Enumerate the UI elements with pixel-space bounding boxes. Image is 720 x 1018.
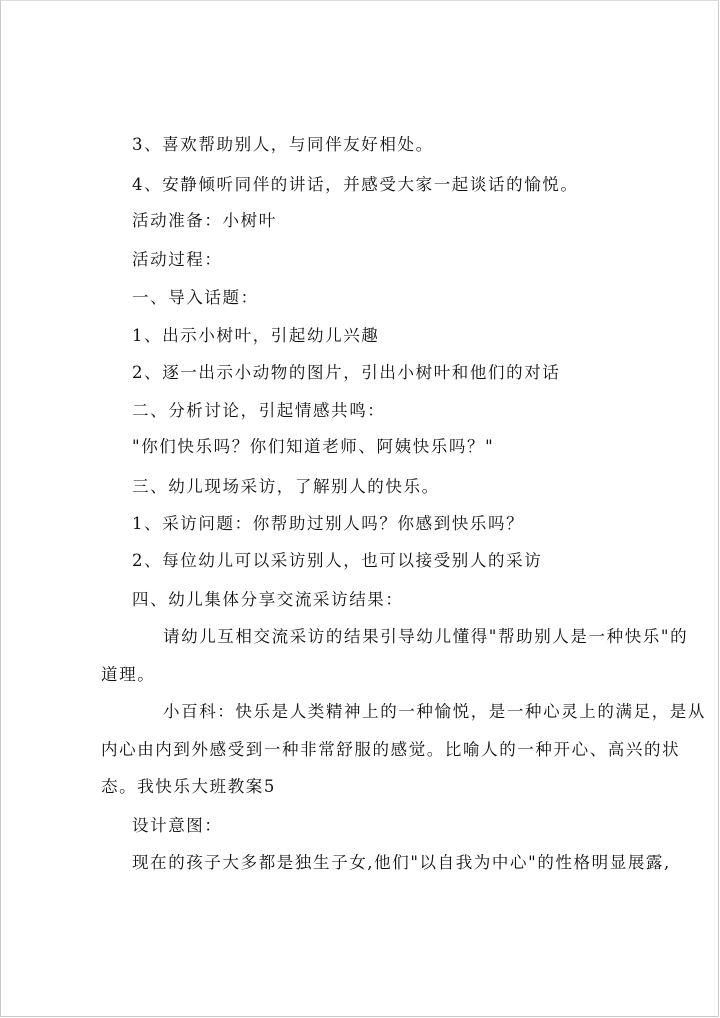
text-line: 设计意图：	[132, 816, 223, 835]
paragraph-line: 道理。	[101, 665, 156, 684]
section-heading: 一、导入话题：	[132, 288, 259, 307]
text-line: "你们快乐吗？你们知道老师、阿姨快乐吗？"	[132, 437, 495, 456]
text-line: 2、逐一出示小动物的图片，引出小树叶和他们的对话	[132, 363, 561, 382]
text-line: 2、每位幼儿可以采访别人，也可以接受别人的采访	[132, 551, 543, 570]
section-heading: 四、幼儿集体分享交流采访结果：	[132, 590, 404, 609]
text-line: 4、安静倾听同伴的讲话，并感受大家一起谈话的愉悦。	[132, 175, 579, 194]
paragraph-line: 请幼儿互相交流采访的结果引导幼儿懂得"帮助别人是一种快乐"的	[163, 627, 689, 646]
paragraph-line: 内心由内到外感受到一种非常舒服的感觉。比喻人的一种开心、高兴的状	[101, 740, 681, 759]
text-line: 活动准备：小树叶	[132, 211, 277, 230]
text-line: 活动过程：	[132, 250, 223, 269]
section-heading: 三、幼儿现场采访，了解别人的快乐。	[132, 477, 440, 496]
paragraph-line: 态。我快乐大班教案5	[101, 777, 276, 796]
section-heading: 二、分析讨论，引起情感共鸣：	[132, 401, 386, 420]
text-line: 1、采访问题：你帮助过别人吗？你感到快乐吗？	[132, 514, 525, 533]
paragraph-line: 小百科：快乐是人类精神上的一种愉悦，是一种心灵上的满足，是从	[163, 702, 706, 721]
paragraph-line: 现在的孩子大多都是独生子女,他们"以自我为中心"的性格明显展露,	[132, 853, 671, 872]
text-line: 1、出示小树叶，引起幼儿兴趣	[132, 326, 380, 345]
text-line: 3、喜欢帮助别人，与同伴友好相处。	[132, 135, 434, 154]
